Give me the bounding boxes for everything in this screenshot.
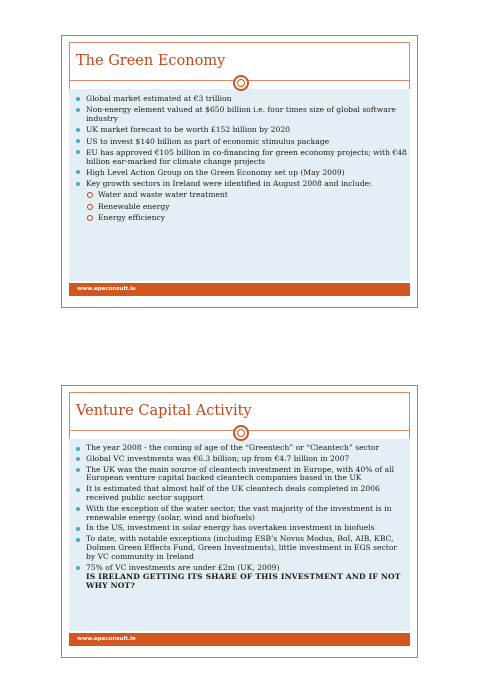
sub-bullet-item: Water and waste water treatment <box>74 190 407 199</box>
bullet-item: It is estimated that almost half of the UK cleantech deals completed in 2006 received public sector support <box>74 485 407 503</box>
slide-title: The Green Economy <box>76 53 226 69</box>
bullet-item: High Level Action Group on the Green Economy set up (May 2009) <box>74 168 407 177</box>
bullet-item: Non-energy element valued at $650 billion i.e. four times size of global software industry <box>74 105 407 123</box>
circle-ornament-icon <box>233 425 249 441</box>
slide-venture-capital <box>61 385 418 658</box>
bullet-item: Key growth sectors in Ireland were identified in August 2008 and include: <box>74 179 407 188</box>
bullet-list <box>74 94 407 224</box>
bullet-item: US to invest $140 billion as part of economic stimulus package <box>74 137 407 146</box>
sub-bullet-item: Energy efficiency <box>74 213 407 222</box>
bullet-item: Global VC investments was €6.3 billion; up from €4.7 billion in 2007 <box>74 455 407 464</box>
bullet-item: 75% of VC investments are under £2m (UK, 2009) <box>74 564 407 573</box>
bullet-item: To date, with notable exceptions (including ESB’s Novus Modus, BoI, AIB, KBC, Dolmen Green Effects Fund, Green Investments), little investment in EGS sector by VC community in Ireland <box>74 535 407 561</box>
bullet-item: In the US, investment in solar energy has overtaken investment in biofuels <box>74 524 407 533</box>
footer-url: www.epeconsult.ie <box>77 636 136 642</box>
bullet-item: Global market estimated at €3 trillion <box>74 94 407 103</box>
sub-bullet-item: Renewable energy <box>74 202 407 211</box>
emphasis-statement: IS IRELAND GETTING ITS SHARE OF THIS INVESTMENT AND IF NOT WHY NOT? <box>86 572 401 591</box>
bullet-list <box>74 444 407 593</box>
bullet-item: UK market forecast to be worth £152 billion by 2020 <box>74 125 407 134</box>
bullet-item: The UK was the main source of cleantech investment in Europe, with 40% of all European venture capital backed cleantech companies based in the UK <box>74 466 407 484</box>
bullet-item: The year 2008 - the coming of age of the “Greentech” or “Cleantech” sector <box>74 444 407 453</box>
footer-url: www.epeconsult.ie <box>77 286 136 292</box>
slide-green-economy <box>61 35 418 308</box>
slide-title: Venture Capital Activity <box>76 403 252 419</box>
circle-ornament-icon <box>233 75 249 91</box>
bullet-item: With the exception of the water sector, the vast majority of the investment is in renewable energy (solar, wind and biofuels) <box>74 505 407 523</box>
slide-footer <box>69 283 410 296</box>
bullet-item: EU has approved €105 billion in co-financing for green economy projects; with €48 billion ear-marked for climate change projects <box>74 148 407 166</box>
slide-footer <box>69 633 410 646</box>
